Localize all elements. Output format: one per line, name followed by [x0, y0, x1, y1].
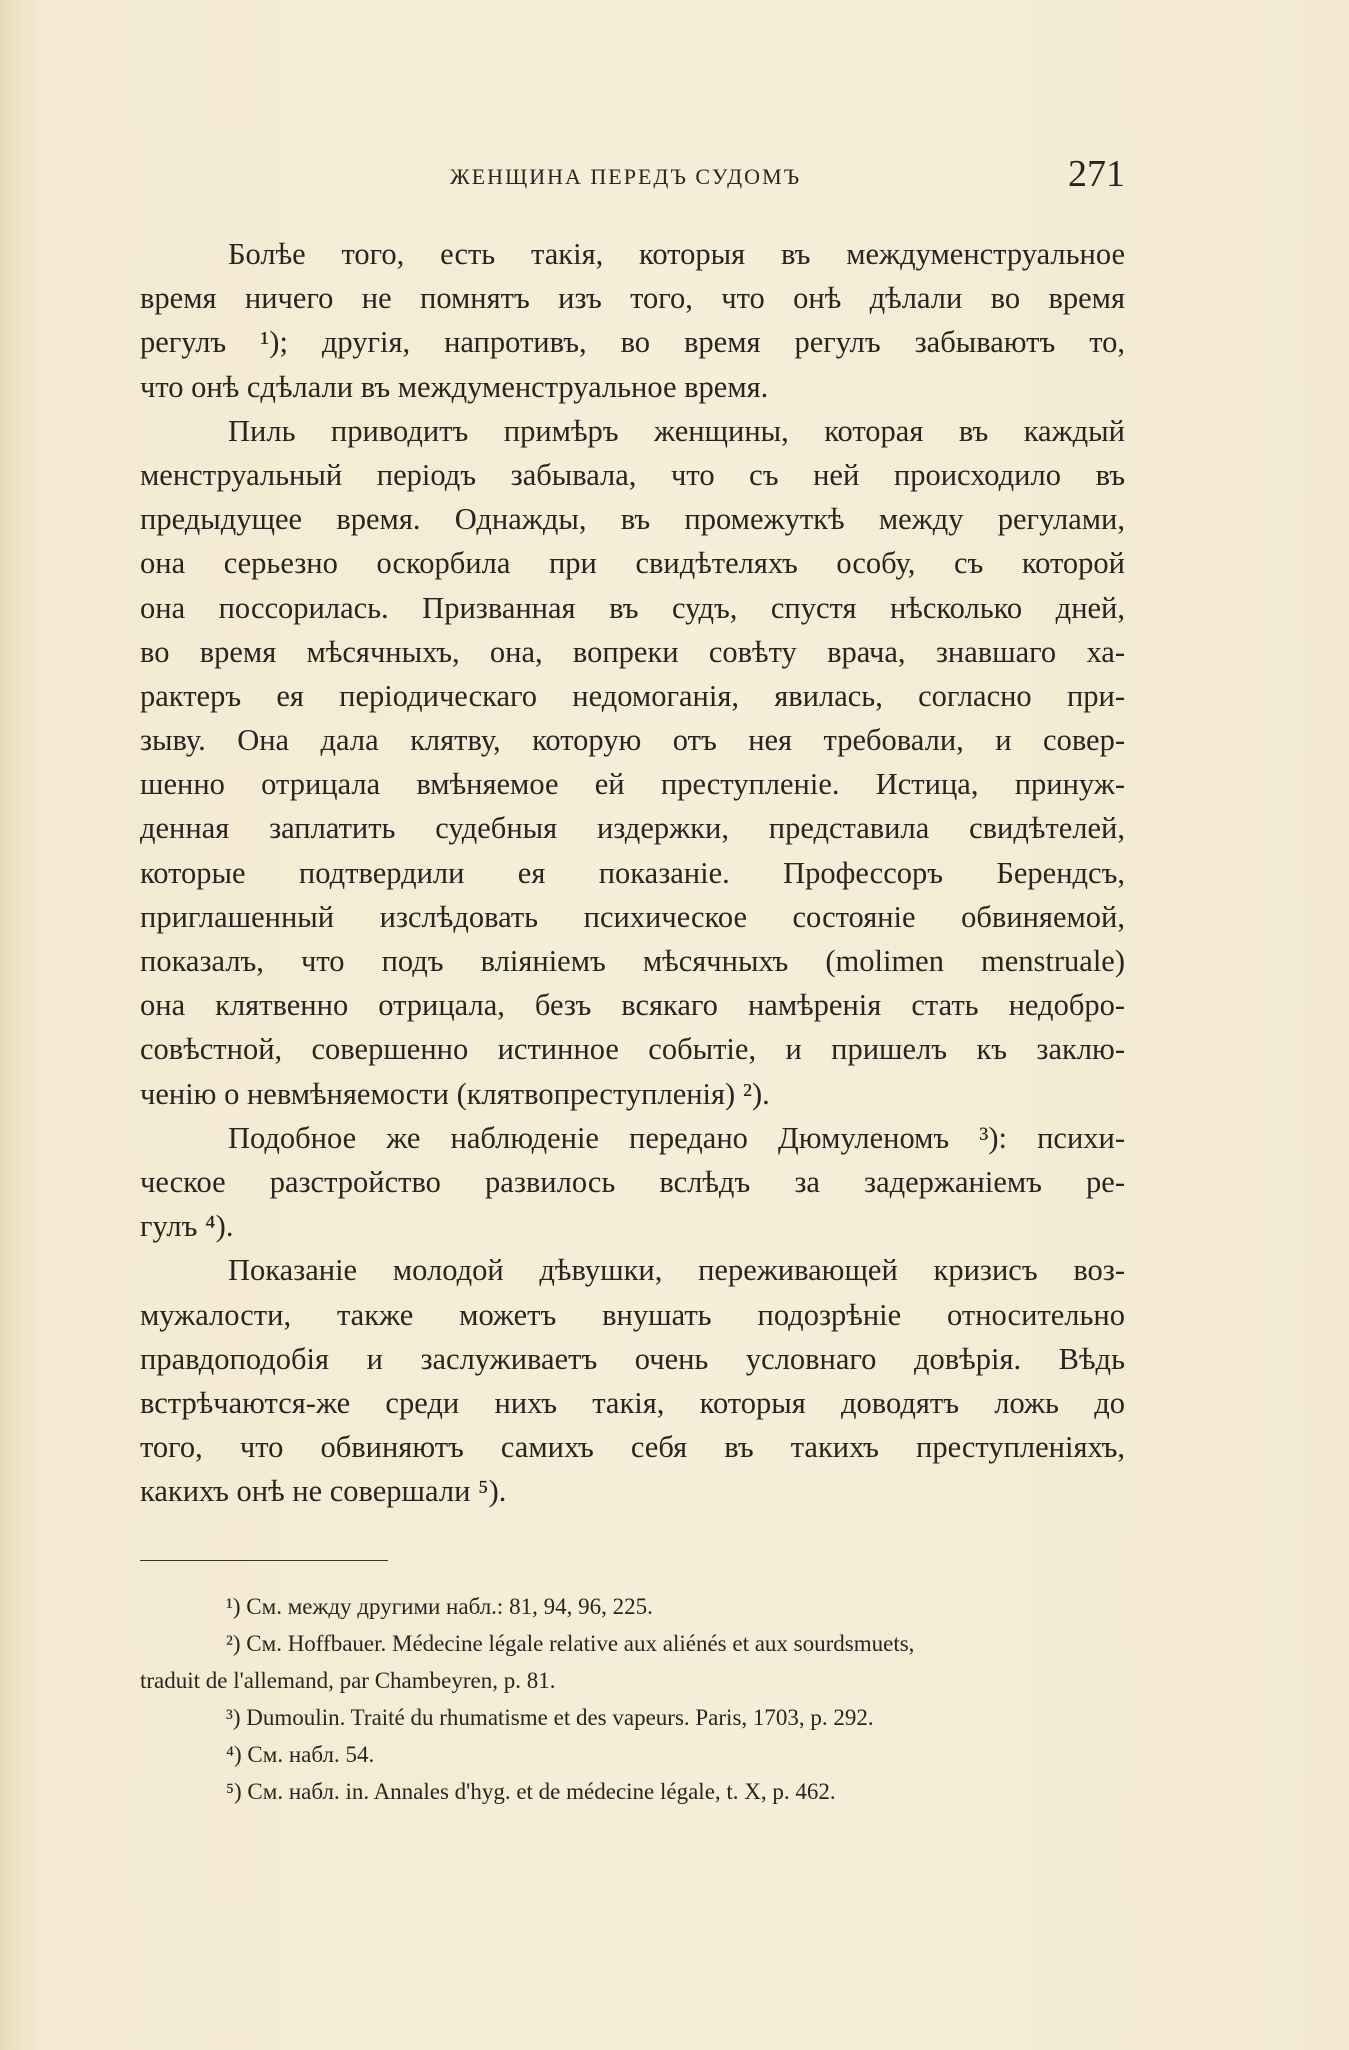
paragraph-1: [140, 232, 1125, 409]
text-line: она серьезно оскорбила при свидѣтеляхъ особу, съ которой: [140, 546, 1125, 581]
footnote-2-continued: traduit de l'allemand, par Chambeyren, p. 81.: [140, 1668, 556, 1693]
text-line: Пиль приводитъ примѣръ женщины, которая въ каждый: [228, 413, 1125, 448]
text-line: которые подтвердили ея показаніе. Профессоръ Берендсъ,: [140, 855, 1125, 890]
page-number: 271: [1068, 153, 1125, 195]
text-line: рактеръ ея періодическаго недомоганія, явилась, согласно при-: [140, 678, 1125, 713]
text-line: ченію о невмѣняемости (клятвопреступленія) ²).: [140, 1076, 770, 1111]
footnote-5: ⁵) См. набл. in. Annales d'hyg. et de médecine légale, t. X, p. 462.: [226, 1779, 836, 1804]
text-line: во время мѣсячныхъ, она, вопреки совѣту врача, знавшаго ха-: [140, 634, 1125, 669]
text-line: Болѣе того, есть такія, которыя въ междуменструальное: [228, 237, 1125, 271]
text-line: показалъ, что подъ вліяніемъ мѣсячныхъ (molimen menstruale): [140, 944, 1125, 978]
text-line: Подобное же наблюденіе передано Дюмуленомъ ³): психи-: [228, 1120, 1125, 1155]
text-line: ческое разстройство развилось вслѣдъ за задержаніемъ ре-: [140, 1164, 1125, 1199]
paragraph-4: [140, 1248, 1125, 1513]
text-line: правдоподобія и заслуживаетъ очень условнаго довѣрія. Вѣдь: [140, 1341, 1125, 1376]
footnotes: [140, 1588, 1125, 1810]
body-text: [140, 232, 1125, 1513]
text-line: гулъ ⁴).: [140, 1209, 234, 1244]
text-line: зыву. Она дала клятву, которую отъ нея требовали, и совер-: [140, 723, 1125, 758]
footnote-4: ⁴) См. набл. 54.: [226, 1742, 375, 1767]
text-line: Показаніе молодой дѣвушки, переживающей кризисъ воз-: [228, 1253, 1125, 1288]
running-head: ЖЕНЩИНА ПЕРЕДЪ СУДОМЪ: [450, 164, 802, 189]
footnote-2: ²) См. Hoffbauer. Médecine légale relative aux aliénés et aux sourdsmuets,: [226, 1631, 915, 1656]
text-line: она поссорилась. Призванная въ судъ, спустя нѣсколько дней,: [140, 590, 1125, 625]
text-line: время ничего не помнятъ изъ того, что онѣ дѣлали во время: [140, 281, 1125, 316]
text-line: совѣстной, совершенно истинное событіе, и пришелъ къ заклю-: [140, 1032, 1125, 1067]
text-line: менструальный періодъ забывала, что съ ней происходило въ: [140, 457, 1125, 492]
paragraph-2: [140, 409, 1125, 1116]
text-line: какихъ онѣ не совершали ⁵).: [140, 1474, 507, 1509]
text-line: встрѣчаются-же среди нихъ такія, которыя доводятъ ложь до: [140, 1385, 1125, 1420]
text-line: приглашенный изслѣдовать психическое состояніе обвиняемой,: [140, 899, 1125, 934]
footnote-rule: [140, 1560, 388, 1561]
text-line: регулъ ¹); другія, напротивъ, во время регулъ забываютъ то,: [140, 325, 1125, 360]
text-line: шенно отрицала вмѣняемое ей преступленіе. Истица, принуж-: [140, 767, 1125, 802]
footnote-3: ³) Dumoulin. Traité du rhumatisme et des vapeurs. Paris, 1703, p. 292.: [226, 1705, 874, 1730]
text-line: денная заплатить судебныя издержки, представила свидѣтелей,: [140, 811, 1125, 846]
text-line: того, что обвиняютъ самихъ себя въ такихъ преступленіяхъ,: [140, 1430, 1125, 1465]
text-line: она клятвенно отрицала, безъ всякаго намѣренія стать недобро-: [140, 988, 1125, 1023]
footnote-1: ¹) См. между другими набл.: 81, 94, 96, 225.: [226, 1594, 653, 1619]
paragraph-3: [140, 1116, 1125, 1249]
text-line: мужалости, также можетъ внушать подозрѣніе относительно: [140, 1297, 1125, 1332]
page-header: [140, 152, 1125, 202]
text-line: что онѣ сдѣлали въ междуменструальное время.: [140, 369, 769, 404]
text-line: предыдущее время. Однажды, въ промежуткѣ между регулами,: [140, 502, 1125, 537]
